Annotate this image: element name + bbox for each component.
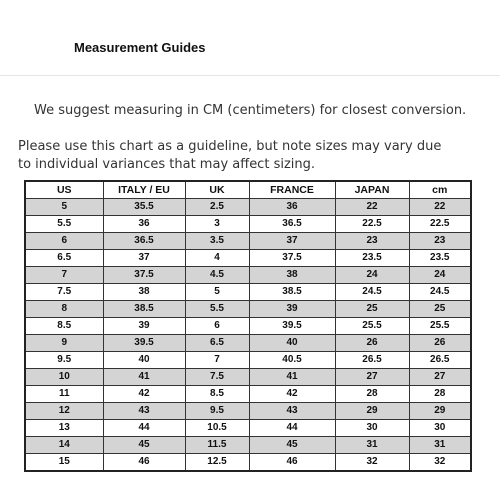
table-cell-italy-eu: 42 bbox=[103, 386, 185, 403]
table-cell-france: 39 bbox=[249, 301, 335, 318]
table-cell-cm: 22.5 bbox=[409, 216, 471, 233]
table-cell-italy-eu: 36.5 bbox=[103, 233, 185, 250]
table-row bbox=[25, 301, 471, 318]
table-cell-france: 36.5 bbox=[249, 216, 335, 233]
table-cell-us: 5.5 bbox=[25, 216, 103, 233]
table-cell-italy-eu: 39 bbox=[103, 318, 185, 335]
table-cell-uk: 7 bbox=[185, 352, 249, 369]
column-header-japan: JAPAN bbox=[335, 181, 409, 199]
table-cell-cm: 24 bbox=[409, 267, 471, 284]
table-row bbox=[25, 216, 471, 233]
column-header-uk: UK bbox=[185, 181, 249, 199]
suggestion-text: We suggest measuring in CM (centimeters) for closest conversion. bbox=[34, 103, 467, 118]
table-cell-uk: 4.5 bbox=[185, 267, 249, 284]
table-cell-japan: 24 bbox=[335, 267, 409, 284]
table-cell-cm: 29 bbox=[409, 403, 471, 420]
table-cell-uk: 5 bbox=[185, 284, 249, 301]
table-cell-uk: 3 bbox=[185, 216, 249, 233]
table-cell-france: 44 bbox=[249, 420, 335, 437]
table-cell-cm: 26 bbox=[409, 335, 471, 352]
table-cell-italy-eu: 46 bbox=[103, 454, 185, 472]
size-chart-table bbox=[24, 180, 472, 472]
table-cell-france: 40 bbox=[249, 335, 335, 352]
table-cell-italy-eu: 40 bbox=[103, 352, 185, 369]
table-cell-italy-eu: 41 bbox=[103, 369, 185, 386]
table-cell-us: 9 bbox=[25, 335, 103, 352]
table-cell-japan: 24.5 bbox=[335, 284, 409, 301]
table-cell-japan: 25 bbox=[335, 301, 409, 318]
table-cell-france: 39.5 bbox=[249, 318, 335, 335]
table-cell-japan: 23 bbox=[335, 233, 409, 250]
table-cell-cm: 27 bbox=[409, 369, 471, 386]
table-cell-us: 14 bbox=[25, 437, 103, 454]
table-cell-japan: 29 bbox=[335, 403, 409, 420]
table-cell-us: 5 bbox=[25, 199, 103, 216]
table-cell-japan: 30 bbox=[335, 420, 409, 437]
table-cell-us: 8.5 bbox=[25, 318, 103, 335]
table-cell-italy-eu: 44 bbox=[103, 420, 185, 437]
table-cell-france: 42 bbox=[249, 386, 335, 403]
table-cell-japan: 25.5 bbox=[335, 318, 409, 335]
table-cell-italy-eu: 45 bbox=[103, 437, 185, 454]
table-cell-uk: 6 bbox=[185, 318, 249, 335]
table-cell-uk: 4 bbox=[185, 250, 249, 267]
table-cell-france: 45 bbox=[249, 437, 335, 454]
table-row bbox=[25, 386, 471, 403]
table-cell-japan: 26.5 bbox=[335, 352, 409, 369]
guideline-text: Please use this chart as a guideline, but note sizes may vary due to individual variances that may affect sizing. bbox=[18, 139, 442, 172]
table-cell-uk: 2.5 bbox=[185, 199, 249, 216]
table-row bbox=[25, 335, 471, 352]
table-row bbox=[25, 250, 471, 267]
column-header-cm: cm bbox=[409, 181, 471, 199]
table-cell-japan: 27 bbox=[335, 369, 409, 386]
table-cell-cm: 25 bbox=[409, 301, 471, 318]
table-cell-italy-eu: 38.5 bbox=[103, 301, 185, 318]
table-cell-france: 40.5 bbox=[249, 352, 335, 369]
table-row bbox=[25, 233, 471, 250]
table-cell-italy-eu: 35.5 bbox=[103, 199, 185, 216]
table-cell-france: 37 bbox=[249, 233, 335, 250]
table-cell-us: 9.5 bbox=[25, 352, 103, 369]
table-cell-italy-eu: 39.5 bbox=[103, 335, 185, 352]
table-cell-uk: 5.5 bbox=[185, 301, 249, 318]
table-cell-uk: 7.5 bbox=[185, 369, 249, 386]
table-cell-france: 36 bbox=[249, 199, 335, 216]
table-cell-france: 37.5 bbox=[249, 250, 335, 267]
table-row bbox=[25, 437, 471, 454]
table-cell-uk: 12.5 bbox=[185, 454, 249, 472]
table-cell-france: 41 bbox=[249, 369, 335, 386]
table-cell-cm: 23 bbox=[409, 233, 471, 250]
table-row bbox=[25, 420, 471, 437]
table-cell-cm: 31 bbox=[409, 437, 471, 454]
table-cell-france: 38.5 bbox=[249, 284, 335, 301]
table-row bbox=[25, 352, 471, 369]
table-cell-japan: 32 bbox=[335, 454, 409, 472]
table-cell-us: 10 bbox=[25, 369, 103, 386]
table-cell-us: 15 bbox=[25, 454, 103, 472]
table-cell-us: 8 bbox=[25, 301, 103, 318]
table-cell-france: 46 bbox=[249, 454, 335, 472]
table-row bbox=[25, 369, 471, 386]
table-cell-italy-eu: 38 bbox=[103, 284, 185, 301]
table-cell-italy-eu: 37.5 bbox=[103, 267, 185, 284]
table-cell-cm: 26.5 bbox=[409, 352, 471, 369]
column-header-us: US bbox=[25, 181, 103, 199]
table-cell-uk: 9.5 bbox=[185, 403, 249, 420]
table-cell-cm: 23.5 bbox=[409, 250, 471, 267]
table-cell-us: 7 bbox=[25, 267, 103, 284]
table-cell-us: 11 bbox=[25, 386, 103, 403]
table-cell-japan: 31 bbox=[335, 437, 409, 454]
table-cell-us: 13 bbox=[25, 420, 103, 437]
table-cell-cm: 32 bbox=[409, 454, 471, 472]
table-cell-japan: 28 bbox=[335, 386, 409, 403]
table-row bbox=[25, 267, 471, 284]
table-cell-uk: 10.5 bbox=[185, 420, 249, 437]
table-cell-japan: 22 bbox=[335, 199, 409, 216]
table-cell-cm: 24.5 bbox=[409, 284, 471, 301]
table-cell-us: 6.5 bbox=[25, 250, 103, 267]
column-header-france: FRANCE bbox=[249, 181, 335, 199]
table-cell-japan: 22.5 bbox=[335, 216, 409, 233]
table-cell-cm: 25.5 bbox=[409, 318, 471, 335]
column-header-italy-eu: ITALY / EU bbox=[103, 181, 185, 199]
table-cell-cm: 28 bbox=[409, 386, 471, 403]
table-cell-italy-eu: 43 bbox=[103, 403, 185, 420]
table-cell-france: 43 bbox=[249, 403, 335, 420]
table-cell-japan: 26 bbox=[335, 335, 409, 352]
table-cell-us: 12 bbox=[25, 403, 103, 420]
table-cell-cm: 22 bbox=[409, 199, 471, 216]
table-header-row bbox=[25, 181, 471, 199]
table-cell-italy-eu: 36 bbox=[103, 216, 185, 233]
table-row bbox=[25, 318, 471, 335]
table-cell-france: 38 bbox=[249, 267, 335, 284]
table-cell-uk: 8.5 bbox=[185, 386, 249, 403]
page-title: Measurement Guides bbox=[74, 40, 206, 55]
table-cell-us: 6 bbox=[25, 233, 103, 250]
divider bbox=[0, 75, 500, 76]
table-cell-uk: 11.5 bbox=[185, 437, 249, 454]
table-row bbox=[25, 199, 471, 216]
table-cell-uk: 6.5 bbox=[185, 335, 249, 352]
table-row bbox=[25, 284, 471, 301]
table-row bbox=[25, 403, 471, 420]
table-cell-japan: 23.5 bbox=[335, 250, 409, 267]
table-row bbox=[25, 454, 471, 472]
table-cell-uk: 3.5 bbox=[185, 233, 249, 250]
table-cell-us: 7.5 bbox=[25, 284, 103, 301]
table-body bbox=[25, 199, 471, 472]
table-cell-cm: 30 bbox=[409, 420, 471, 437]
table-cell-italy-eu: 37 bbox=[103, 250, 185, 267]
